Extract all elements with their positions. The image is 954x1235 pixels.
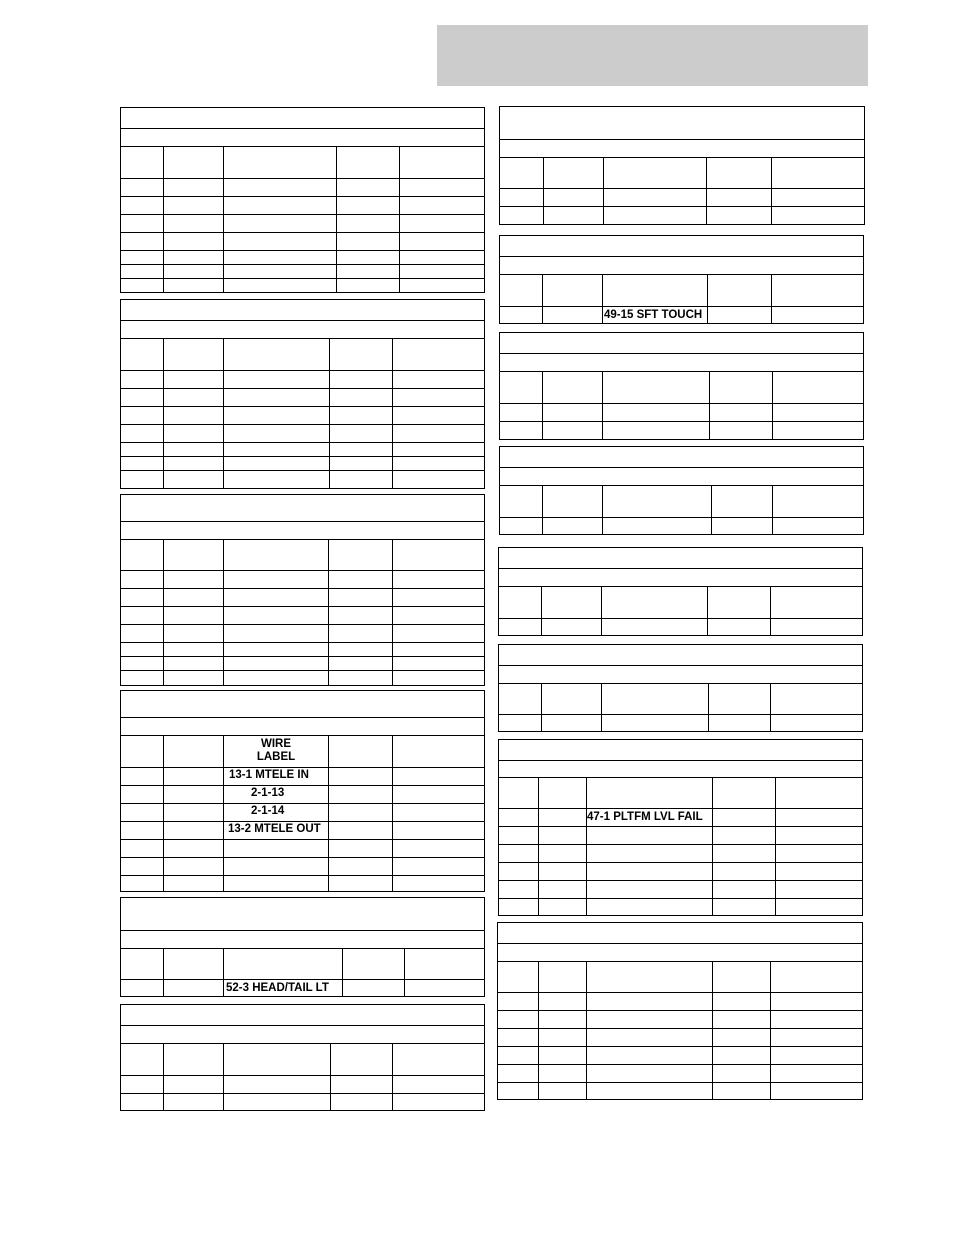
wire-table-l2 (120, 299, 485, 489)
wire-table-r5 (498, 547, 863, 636)
wire-table-l4 (120, 690, 485, 892)
wire-table-l6 (120, 1004, 485, 1111)
wire-label-cell: 52-3 HEAD/TAIL LT (226, 982, 329, 994)
wire-label-cell: 2-1-14 (251, 805, 285, 817)
wire-label-header: WIRE LABEL (256, 738, 296, 763)
wire-table-l3 (120, 494, 485, 686)
header-band (437, 25, 868, 86)
wire-label-cell: 47-1 PLTFM LVL FAIL (587, 811, 703, 823)
wire-label-cell: 13-2 MTELE OUT (228, 823, 321, 835)
wire-table-r4 (499, 446, 864, 535)
wire-table-r6 (498, 644, 863, 732)
wire-table-l5 (120, 897, 485, 997)
wire-table-r8 (497, 922, 863, 1100)
wire-table-r2 (499, 235, 864, 324)
wire-table-r7 (498, 739, 863, 916)
wire-table-r3 (499, 332, 864, 440)
wire-table-r1 (499, 106, 865, 225)
wire-label-cell: 49-15 SFT TOUCH (604, 309, 703, 321)
wire-table-l1 (120, 107, 485, 293)
wire-label-cell: 13-1 MTELE IN (229, 769, 309, 781)
wire-label-cell: 2-1-13 (251, 787, 285, 799)
